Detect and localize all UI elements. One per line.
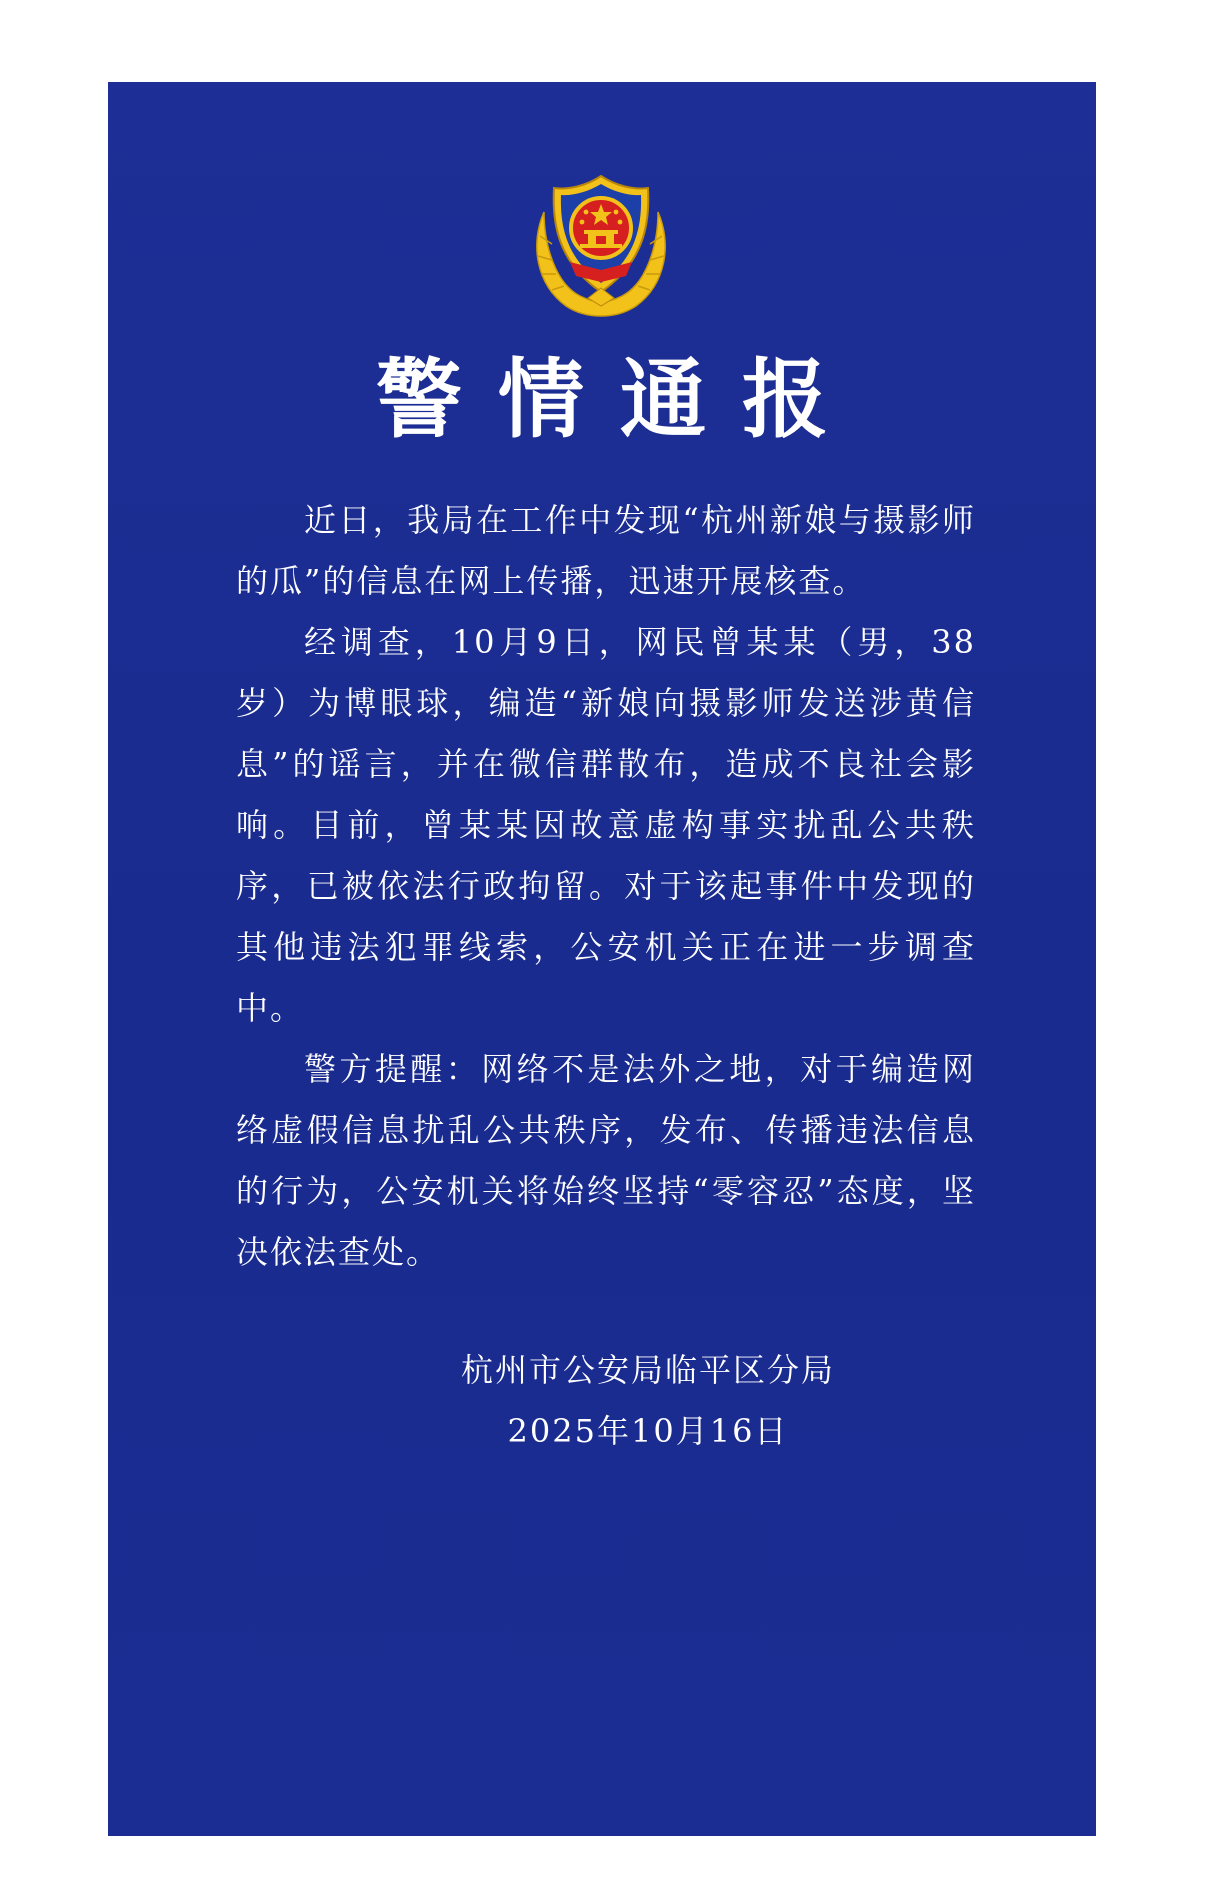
notice-poster <box>108 82 1096 1836</box>
paragraph-intro: 近日，我局在工作中发现“杭州新娘与摄影师的瓜”的信息在网上传播，迅速开展核查。 <box>236 501 976 600</box>
police-emblem-icon <box>526 166 676 326</box>
issuer-name: 杭州市公安局临平区分局 <box>460 1351 835 1389</box>
issue-date: 2025年10月16日 <box>507 1412 789 1450</box>
notice-title: 警情通报 <box>376 350 864 450</box>
paragraph-warning: 警方提醒：网络不是法外之地，对于编造网络虚假信息扰乱公共秩序，发布、传播违法信息的行为，公安机关将始终坚持“零容忍”态度，坚决依法查处。 <box>236 1050 976 1271</box>
signature-block <box>438 1340 858 1462</box>
notice-body <box>236 490 976 1283</box>
paragraph-investigation: 经调查，10月9日，网民曾某某（男，38岁）为博眼球，编造“新娘向摄影师发送涉黄信息”的谣言，并在微信群散布，造成不良社会影响。目前，曾某某因故意虚构事实扰乱公共秩序，已被依法行政拘留。对于该起事件中发现的其他违法犯罪线索，公安机关正在进一步调查中。 <box>236 623 976 1027</box>
